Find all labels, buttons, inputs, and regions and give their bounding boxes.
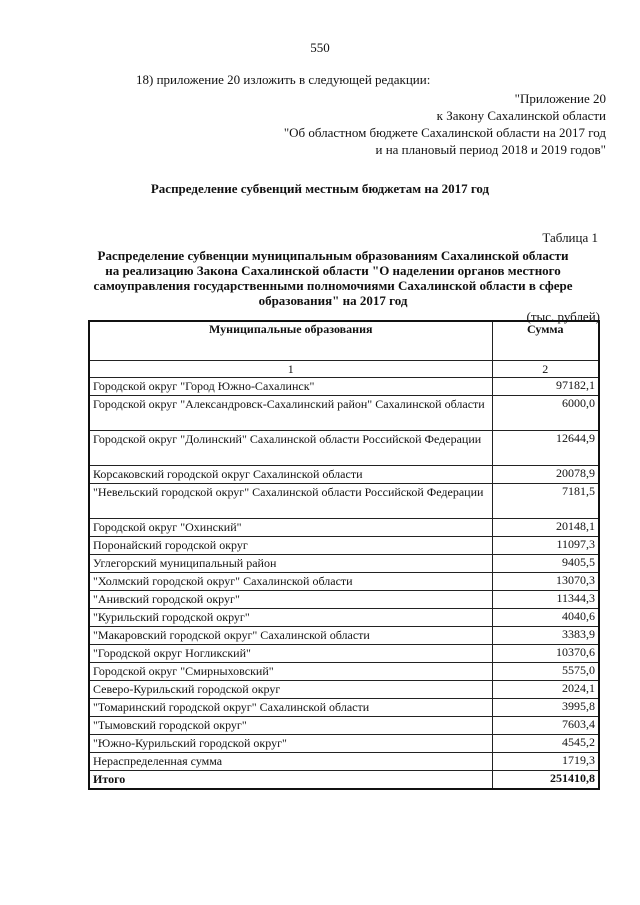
table-row <box>89 378 599 396</box>
municipality-name: Городской округ "Долинский" Сахалинской области Российской Федерации <box>89 431 492 466</box>
header-municipalities: Муниципальные образования <box>89 321 492 361</box>
municipality-name: Городской округ "Смирныховский" <box>89 663 492 681</box>
table-title <box>90 248 576 308</box>
table-row <box>89 753 599 771</box>
appendix-line: "Об областном бюджете Сахалинской области на 2017 год <box>283 125 606 140</box>
municipality-name: Углегорский муниципальный район <box>89 555 492 573</box>
table-row <box>89 591 599 609</box>
table-row <box>89 681 599 699</box>
subsidy-sum: 10370,6 <box>492 645 599 663</box>
subsidy-sum: 97182,1 <box>492 378 599 396</box>
table-row <box>89 627 599 645</box>
table-row <box>89 466 599 484</box>
municipality-name: "Невельский городской округ" Сахалинской области Российской Федерации <box>89 484 492 519</box>
table-row <box>89 431 599 466</box>
subsidy-sum: 13070,3 <box>492 573 599 591</box>
table-row <box>89 537 599 555</box>
table-row <box>89 573 599 591</box>
table-row <box>89 735 599 753</box>
table-label: Таблица 1 <box>542 230 598 245</box>
municipality-name: Городской округ "Город Южно-Сахалинск" <box>89 378 492 396</box>
table-row <box>89 663 599 681</box>
municipality-name: "Анивский городской округ" <box>89 591 492 609</box>
subsidy-sum: 11097,3 <box>492 537 599 555</box>
table-title-line: образования" на 2017 год <box>258 293 408 308</box>
units-label: (тыс. рублей) <box>526 309 600 324</box>
municipality-name: Корсаковский городской округ Сахалинской области <box>89 466 492 484</box>
column-number: 1 <box>89 361 492 378</box>
municipality-name: "Южно-Курильский городской округ" <box>89 735 492 753</box>
column-number: 2 <box>492 361 599 378</box>
subsidy-sum: 20148,1 <box>492 519 599 537</box>
header-sum: Сумма <box>492 321 599 361</box>
subsidy-table <box>88 320 600 790</box>
municipality-name: "Томаринский городской округ" Сахалинской области <box>89 699 492 717</box>
subsidy-sum: 3995,8 <box>492 699 599 717</box>
appendix-line: к Закону Сахалинской области <box>436 108 606 123</box>
table-title-line: Распределение субвенции муниципальным образованиям Сахалинской области <box>97 248 569 263</box>
table-row <box>89 609 599 627</box>
municipality-name: Нераспределенная сумма <box>89 753 492 771</box>
table-row <box>89 717 599 735</box>
subsidy-sum: 9405,5 <box>492 555 599 573</box>
subsidy-sum: 7603,4 <box>492 717 599 735</box>
total-label: Итого <box>89 771 492 790</box>
appendix-header <box>284 90 606 158</box>
subsidy-sum: 1719,3 <box>492 753 599 771</box>
subsidy-sum: 5575,0 <box>492 663 599 681</box>
table-row <box>89 699 599 717</box>
municipality-name: Городской округ "Охинский" <box>89 519 492 537</box>
table-row <box>89 555 599 573</box>
subsidy-sum: 3383,9 <box>492 627 599 645</box>
municipality-name: "Тымовский городской округ" <box>89 717 492 735</box>
subsidy-sum: 6000,0 <box>492 396 599 431</box>
table-row <box>89 396 599 431</box>
municipality-name: "Холмский городской округ" Сахалинской области <box>89 573 492 591</box>
municipality-name: "Курильский городской округ" <box>89 609 492 627</box>
subsidy-sum: 20078,9 <box>492 466 599 484</box>
table-row <box>89 519 599 537</box>
total-sum: 251410,8 <box>492 771 599 790</box>
subsidy-sum: 4545,2 <box>492 735 599 753</box>
subsidy-sum: 7181,5 <box>492 484 599 519</box>
subsidy-sum: 12644,9 <box>492 431 599 466</box>
municipality-name: Поронайский городской округ <box>89 537 492 555</box>
municipality-name: Городской округ "Александровск-Сахалинский район" Сахалинской области <box>89 396 492 431</box>
appendix-line: "Приложение 20 <box>514 91 606 106</box>
page-number: 550 <box>310 40 330 55</box>
municipality-name: "Городской округ Ногликский" <box>89 645 492 663</box>
subsidy-sum: 2024,1 <box>492 681 599 699</box>
appendix-line: и на плановый период 2018 и 2019 годов" <box>375 142 606 157</box>
table-row <box>89 484 599 519</box>
municipality-name: "Макаровский городской округ" Сахалинской области <box>89 627 492 645</box>
table-title-line: самоуправления государственными полномочиями Сахалинской области в сфере <box>93 278 573 293</box>
total-row <box>89 771 599 790</box>
main-title: Распределение субвенций местным бюджетам на 2017 год <box>150 181 490 196</box>
table-title-line: на реализацию Закона Сахалинской области "О наделении органов местного <box>105 263 561 278</box>
subsidy-sum: 4040,6 <box>492 609 599 627</box>
subsidy-sum: 11344,3 <box>492 591 599 609</box>
table-row <box>89 645 599 663</box>
municipality-name: Северо-Курильский городской округ <box>89 681 492 699</box>
intro-text: 18) приложение 20 изложить в следующей редакции: <box>136 72 431 87</box>
